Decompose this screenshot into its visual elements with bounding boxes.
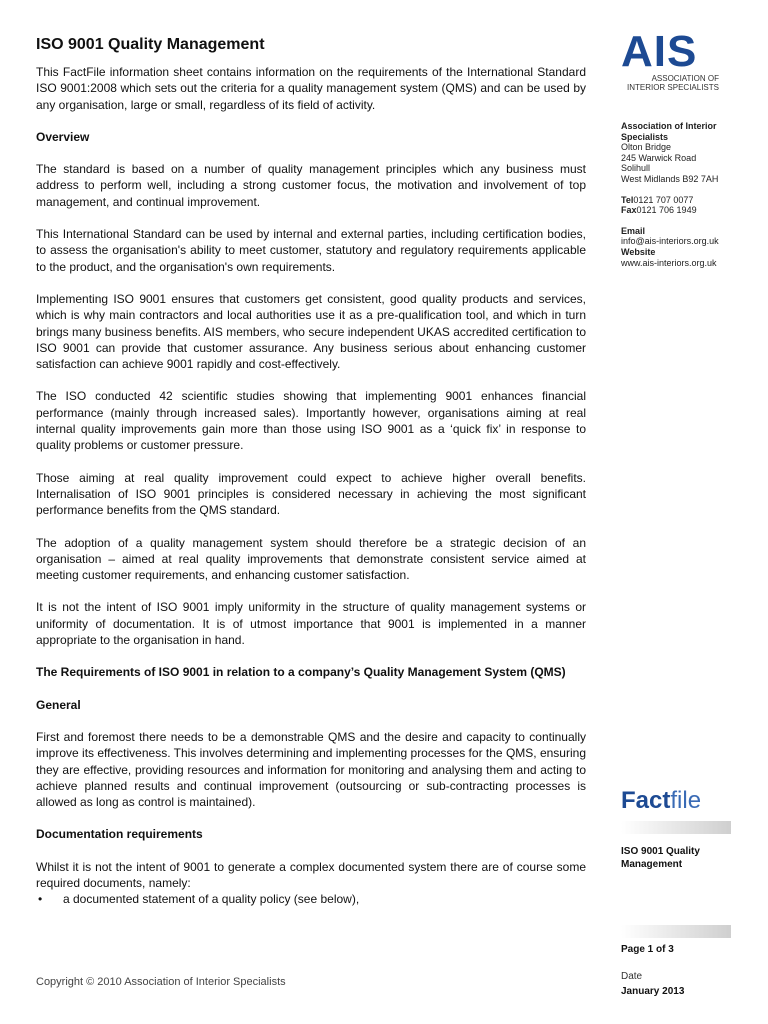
address-line: West Midlands B92 7AH: [621, 173, 719, 184]
website-link[interactable]: www.ais-interiors.org.uk: [621, 257, 717, 268]
address-line: Solihull: [621, 163, 651, 174]
date-label: Date: [621, 971, 643, 982]
factfile-wordmark: [621, 787, 731, 815]
sidebar-doc-title-line: Management: [621, 859, 683, 870]
contact-block: [621, 121, 719, 268]
overview-paragraph: This International Standard can be used by internal and external parties, including certification bodies, to assess the organisation's ability to meet customer, statutory and regulatory requirements applicable to the product, and the organisation's own requirements.: [36, 227, 586, 274]
fax-value: 0121 706 1949: [636, 205, 697, 216]
documentation-heading: Documentation requirements: [36, 827, 203, 842]
address-line: Olton Bridge: [621, 142, 672, 153]
page-title: ISO 9001 Quality Management: [36, 36, 265, 53]
copyright-footer: Copyright © 2010 Association of Interior Specialists: [36, 976, 286, 988]
spacer: [621, 216, 719, 226]
overview-heading: Overview: [36, 129, 90, 144]
ais-logo: [621, 27, 731, 98]
spacer: [621, 185, 719, 195]
sidebar-doc-title: [621, 845, 700, 871]
org-name: Specialists: [621, 131, 669, 142]
overview-paragraph: It is not the intent of ISO 9001 imply uniformity in the structure of quality management systems or uniformity of documentation. It is of utmost importance that 9001 is implemented in a manner appropriate to the organisation in hand.: [36, 600, 586, 648]
fax-label: Fax: [621, 205, 637, 216]
tel-label: Tel: [621, 194, 634, 205]
list-item: [36, 891, 586, 907]
logo-subtitle-line: ASSOCIATION OF: [651, 74, 719, 83]
overview-paragraph: Implementing ISO 9001 ensures that customers get consistent, good quality products and services, which is why main contractors and local authorities use it as a pre-qualification tool, and which in turn brings many business benefits. AIS members, who secure independent UKAS accredited certification to ISO 9001 can provide that customer assurance. Any business serious about enhancing customer satisfaction can achieve 9001 rapidly and cost-effectively.: [36, 291, 586, 372]
factfile-word-file: file: [670, 787, 702, 814]
overview-paragraph: Those aiming at real quality improvement could expect to achieve higher overall benefits. Internalisation of ISO 9001 principles is considered necessary in achieving the most significant performance benefits from the QMS standard.: [36, 470, 586, 518]
intro-paragraph: This FactFile information sheet contains information on the requirements of the International Standard ISO 9001:2008 which sets out the criteria for a quality management system (QMS) and can be used by any organisation, large or small, regardless of its field of activity.: [36, 65, 586, 112]
divider-bar: [621, 925, 731, 938]
website-label: Website: [621, 246, 656, 257]
factfile-word-fact: Fact: [621, 787, 671, 814]
factfile-logo: [621, 787, 731, 834]
logo-subtitle-line: INTERIOR SPECIALISTS: [626, 83, 719, 92]
documentation-paragraph: Whilst it is not the intent of 9001 to generate a complex documented system there are of course some required documents, namely:: [36, 859, 586, 890]
general-paragraph: First and foremost there needs to be a demonstrable QMS and the desire and capacity to continually improve its effectiveness. This involves determining and implementing processes for the QMS, ensuring they are effective, providing resources and information for monitoring and analysing them and acting to achieve planned results and continual improvement (outsourcing or sub-contracting processes is allowed as long as control is maintained).: [36, 729, 586, 810]
email-label: Email: [621, 225, 646, 236]
overview-paragraph: The standard is based on a number of quality management principles which any business must address to perform well, including a strong customer focus, the motivation and involvement of top management, and continual improvement.: [36, 162, 586, 209]
overview-paragraph: The ISO conducted 42 scientific studies showing that implementing 9001 enhances financial performance (mainly through increased sales). Importantly however, organisations aiming at real internal quality improvements gain more than those using ISO 9001 as a ‘quick fix’ in response to quality problems or customer pressure.: [36, 389, 586, 453]
bullet-icon: •: [38, 892, 43, 907]
requirements-heading: The Requirements of ISO 9001 in relation to a company’s Quality Management System (QMS): [36, 665, 566, 680]
date-value: January 2013: [621, 986, 685, 997]
page-number: Page 1 of 3: [621, 944, 674, 955]
list-item-text: a documented statement of a quality policy (see below),: [63, 892, 360, 907]
divider-bar: [621, 821, 731, 834]
overview-paragraph: The adoption of a quality management system should therefore be a strategic decision of an organisation – aimed at real quality improvements that demonstrate consistent service aimed at meeting customer requirements, and enhancing customer satisfaction.: [36, 535, 586, 583]
logo-mark: AIS: [621, 27, 698, 76]
org-name: Association of Interior: [621, 121, 717, 131]
tel-line: [621, 195, 719, 206]
tel-value[interactable]: 0121 707 0077: [633, 194, 694, 205]
sidebar-doc-title-line: ISO 9001 Quality: [621, 846, 700, 857]
logo-subtitle: [625, 74, 719, 92]
document-body: [36, 30, 586, 908]
address-line: 245 Warwick Road: [621, 152, 697, 163]
email-link[interactable]: info@ais-interiors.org.uk: [621, 236, 719, 247]
fax-line: [621, 205, 719, 216]
general-heading: General: [36, 697, 81, 712]
